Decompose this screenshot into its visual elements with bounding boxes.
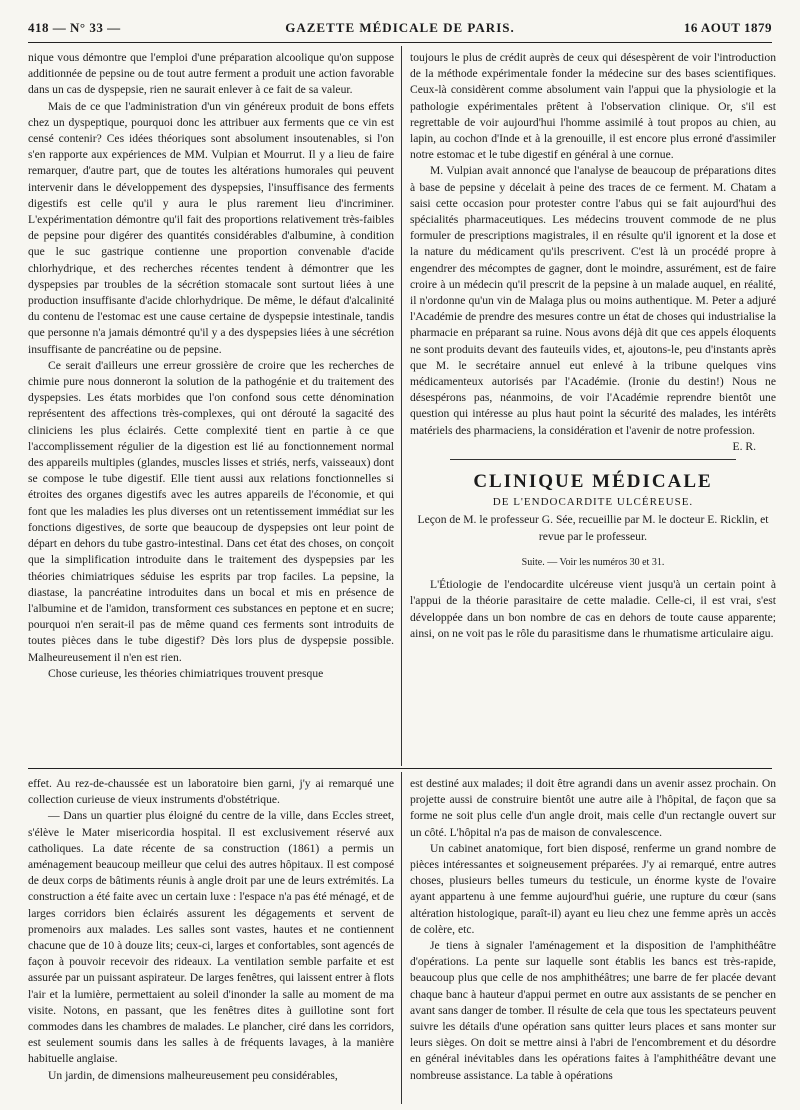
paragraph: est destiné aux malades; il doit être agrandi dans un avenir assez prochain. On projette aussi de construire bientôt une autre aile à l'hôpital, de façon que sa forme ne soit plus celle d'un angle droit, mais celle d'un rectangle ouvert sur un côté. L'hôpital n'a pas de maison de convalescence.: [410, 777, 776, 839]
paragraph: Chose curieuse, les théories chimiatriques trouvent presque: [48, 666, 324, 680]
paragraph: Un jardin, de dimensions malheureusement peu considérables,: [48, 1068, 338, 1082]
page-header: [28, 20, 772, 40]
lecture-credit: Leçon de M. le professeur G. Sée, recueillie par M. le docteur E. Ricklin, et revue par le professeur.: [417, 513, 769, 543]
paragraph: M. Vulpian avait annoncé que l'analyse de beaucoup de préparations dites à base de pepsine y décelait à peine des traces de ce ferment. M. Chatam a saisi cette occasion pour protester contre l'abus qui se fait aujourd'hui des spécialités pharmaceutiques. Les médecins trouvent commode de ne plus formuler de prescriptions magistrales, il en résulte qu'il ignorent et la dose et la nature du médicament qu'ils prescrivent. C'est là un procédé propre à engendrer des mécomptes de gagner, dont le moindre, assurément, est de faire croire à un médecin qu'il prescrit de la pepsine à un malade auquel, en réalité, il n'ordonne qu'un vin de Malaga plus ou moins authentique. M. Peter a adjuré l'Académie de prendre des mesures contre un état de choses qui industrialise la pharmacie en préparant sa ruine. Nous avons déjà dit que ces appels éloquents ne sont produits devant des fauteuils vides, et, ajoutons-le, peu d'instants après que M. le secrétaire annuel eut enlevé à la tribune quelques vins médicamenteux autorisés par l'Académie. (Ironie du destin!) Nous ne désespérons pas, néanmoins, de voir l'Académie reprendre bientôt une question qui intéresse au plus haut point la sécurité des malades, les intérêts matériels des pharmaciens, la considération et l'avenir de notre profession.: [410, 164, 776, 437]
paragraph: Mais de ce que l'administration d'un vin généreux produit de bons effets chez un dyspeptique, pourquoi donc les attribuer aux ferments que ce vin est censé contenir? Ces idées théoriques sont absolument insoutenables, si l'on s'en rapporte aux expériences de MM. Vulpian et Mourrut. Il y a lieu de faire remarquer, d'autre part, que de toutes les altérations humorales qui peuvent intervenir dans le développement des dyspepsies, l'insuffisance des ferments digestifs est celle qu'il y aura le plus rarement lieu d'incriminer. L'expérimentation démontre qu'il fait des proportions relativement très-faibles de pepsine pour digérer des quantités considérables d'albumine, à condition que le suc gastrique contienne une proportion convenable d'acide chlorhydrique, et des recherches récentes tendent à démontrer que les dyspepsies par troubles de la sécrétion stomacale sont surtout liées à une production insuffisante d'acide chlorhydrique. De même, le défaut d'alcalinité du contenu de l'estomac est une cause certaine de dyspepsie intestinale, tandis que personne n'a jamais démontré qu'il y a des dyspepsies liées à une sécrétion insuffisante de pancréatine ou de pepsine.: [28, 99, 394, 356]
continuation-note: Suite. — Voir les numéros 30 et 31.: [521, 556, 665, 568]
paragraph: toujours le plus de crédit auprès de ceux qui désespèrent de voir l'introduction de la méthode expérimentale fonder la médecine sur des bases scientifiques. Ceux-là considèrent comme absolument vain l'appui que la physiologie et la pathologie expérimentales prêtent à l'observation clinique. Or, s'il est regrettable de voir aujourd'hui l'homme assimilé à tout propos au chien, au lapin, au cochon d'Inde et à la grenouille, il est encore plus erroné d'assimiler notre estomac et le tube digestif en général à une cornue.: [410, 51, 776, 162]
paragraph: — Dans un quartier plus éloigné du centre de la ville, dans Eccles street, s'élève le Mater misericordia hospital. Il est exclusivement réservé aux catholiques. La date récente de sa construction (1861) a permis un aménagement beaucoup meilleur que celui des autres hôpitaux. Il est composé de deux corps de bâtiments réunis à angle droit par une de leurs extrémités. La construction a été faite avec un certain luxe : l'espace n'a pas été ménagé, et de larges corridors bien éclairés assurent les dégagements et servent de promenoirs aux malades. Les salles sont vastes, hautes et ne contiennent chacune que de 10 à douze lits; ceux-ci, larges et confortables, sont agencés de façon à pouvoir recevoir des rideaux. La ventilation semble parfaite et est assurée par un puissant aspirateur. De larges fenêtres, qui laissent entrer à flots l'air et la lumière, permettaient au soleil d'inonder la salle au moment de ma visite. Notons, en passant, que les fenêtres dites à guillotine sont fort commodes dans les chambres de malades. Le plancher, ciré dans les corridors, est seulement soumis dans les salles à de fréquents lavages, à la manière habituelle anglaise.: [28, 809, 394, 1066]
signature: E. R.: [732, 439, 756, 453]
column-divider: [401, 772, 402, 1104]
bottom-right-column: [410, 776, 776, 1102]
page-number: 418 — N° 33 —: [28, 20, 121, 35]
section-rule: [450, 459, 736, 460]
header-rule: [28, 42, 772, 43]
paragraph: Je tiens à signaler l'aménagement et la disposition de l'amphithéâtre d'opérations. La pente sur laquelle sont établis les bancs est très-rapide, beaucoup plus que celle de nos amphithéâtres; une barre de fer placée devant chaque banc à hauteur d'appui permet en outre aux assistants de se pencher en avant sans danger de tomber. Il résulte de cela que tous les spectateurs peuvent suivre les détails d'une opération sans quitter leurs places et sans monter sur leurs sièges. On doit se mettre ainsi à l'abri de l'encombrement et du désordre en général inévitables dans les opérations faites à l'amphithéâtre devant une nombreuse assistance. La table à opérations: [410, 939, 776, 1082]
top-right-column: [410, 50, 776, 762]
section-title: CLINIQUE MÉDICALE: [473, 471, 713, 493]
paragraph: Ce serait d'ailleurs une erreur grossière de croire que les recherches de chimie pure nous donneront la solution de la pathogénie et du traitement des dyspepsies. Les états morbides que l'on confond sous cette dénomination représentent des affections très-complexes, qui ont dérouté la sagacité des cliniciens les plus éclairés. Cette complexité tient en partie à ce que l'accomplissement régulier de la digestion est lié au fonctionnement normal des appareils multiples (glandes, muscles lisses et striés, nerfs, vaisseaux) dont se compose le tube digestif. Elle tient aussi aux relations fonctionnelles si étroites des organes digestifs avec les autres appareils de l'économie, et qui font que les maladies les plus diverses ont un retentissement immédiat sur les fonctions digestives, de sorte que beaucoup de dyspepsies ont leur point de départ en dehors du tube gastro-intestinal. Dans cet état des choses, on conçoit que la simplification introduite dans le traitement des dyspepsies par les théories chimiatriques séduise les esprits par trop faciles. La pepsine, la diastase, la pancréatine introduites dans un bocal et mis en présence de l'albumine et de l'amidon, transforment ces substances en peptone et en sucre; pourquoi n'en serait-il pas de même quand ces ferments sont introduits de toutes pièces dans le tube digestif? Dès lors plus de dyspepsie possible. Malheureusement il n'en est rien.: [28, 358, 394, 664]
top-left-column: [28, 50, 394, 762]
paragraph: Un cabinet anatomique, fort bien disposé, renferme un grand nombre de pièces intéressantes et soigneusement préparées. J'y ai remarqué, entre autres choses, plusieurs belles tumeurs du testicule, un énorme kyste de l'ovaire ayant appartenu à une femme aujourd'hui guérie, une rupture du cœur (sans altération histologique, paraît-il) ayant eu lieu chez une femme après un accès de colère, etc.: [410, 841, 776, 936]
issue-date: 16 AOUT 1879: [683, 20, 772, 35]
section-subtitle: DE L'ENDOCARDITE ULCÉREUSE.: [492, 496, 694, 509]
paragraph: nique vous démontre que l'emploi d'une préparation alcoolique qu'on suppose additionnée de pepsine ou de tout autre ferment a produit une action favorable dans un cas de dyspepsie, rien ne saurait enlever à ce fait de sa valeur.: [28, 51, 394, 97]
column-divider: [401, 46, 402, 766]
middle-rule: [28, 768, 772, 769]
paragraph: L'Étiologie de l'endocardite ulcéreuse vient jusqu'à un certain point à l'appui de la théorie parasitaire de cette maladie. Celle-ci, il est vrai, s'est développée dans un bon nombre de cas en dehors de toute cause apparente; ainsi, on ne voit pas le rôle du parasitisme dans le rhumatisme articulaire aigu.: [410, 578, 776, 640]
bottom-left-column: [28, 776, 394, 1102]
paragraph: effet. Au rez-de-chaussée est un laboratoire bien garni, j'y ai remarqué une collection curieuse de vieux instruments d'obstétrique.: [28, 777, 394, 807]
journal-title: GAZETTE MÉDICALE DE PARIS.: [285, 20, 515, 35]
